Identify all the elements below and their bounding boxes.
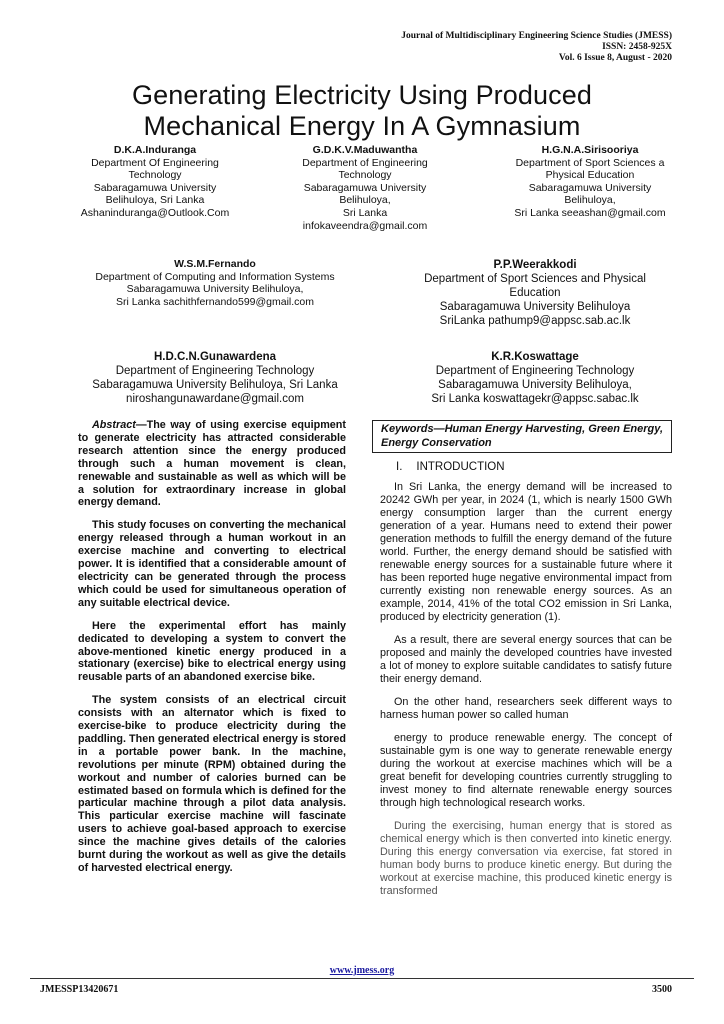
title-line-2: Mechanical Energy In A Gymnasium — [143, 111, 581, 141]
abstract-text: —The way of using exercise equipment to generate electricity has attracted considerable research attention since the energy produced through such a human movement is clean, renewable and sustainable as well as which will be a solution for extraordinary increase in global energy demand. — [78, 419, 346, 509]
author-affiliation: Department of Sport Sciences and Physical — [424, 273, 646, 285]
author-affiliation: Sri Lanka — [342, 206, 388, 219]
section-title: INTRODUCTION — [416, 461, 505, 473]
author-affiliation: Technology — [338, 169, 392, 182]
paper-id: JMESSP13420671 — [40, 984, 119, 995]
author-block-7 — [400, 350, 670, 406]
abstract-paragraph: Here the experimental effort has mainly dedicated to developing a system to convert the above-mentioned kinetic energy produced in a stationary (exercise) bike to electrical energy using reusable parts of an abandoned exercise bike. — [78, 619, 346, 684]
author-affiliation: Sabaragamuwa University Belihuloya, Sri Lanka — [92, 379, 338, 391]
intro-paragraph: In Sri Lanka, the energy demand will be increased to 20242 GWh per year, in 2024 (1, which is nearly 1500 GWh energy consumption larger than the current energy generation of a year. Humans need to extend their power generation methods to fulfill the energy demand of the future world. Further, the energy demand should be satisfied with renewable energy sources for a sustainable future where it has been reported huge negative environmental impact from currently existing non renewable energy sources. As an example, 2014, 41% of the total CO2 emission in Sri Lanka, produced by electricity generation (1). — [380, 481, 672, 623]
journal-name: Journal of Multidisciplinary Engineering Science Studies (JMESS) — [401, 31, 672, 41]
author-block-5 — [400, 258, 670, 328]
abstract-paragraph: The system consists of an electrical circuit consists with an alternator which is fixed to exercise-bike to produce electricity during the paddling. Then generated electrical energy is stored in a portable power bank. In the machine, revolutions per minute (RPM) obtained during the workout and number of calories burned can be estimated based on formula which is defined for the particular machine through a pilot data analysis. This particular exercise machine will fascinate users to achieve goal-based approach to exercise since the machine gives details of the calories burnt during the workout as well as give the details of harvested electrical energy. — [78, 694, 346, 874]
author-affiliation: Belihuloya, — [339, 194, 391, 207]
author-email: infokaveendra@gmail.com — [302, 219, 428, 232]
intro-paragraph: energy to produce renewable energy. The concept of sustainable gym is one way to generate renewable energy during the workout at exercise machines which will be a great benefit for developing countries currently struggling to invest money to find alternate renewable energy sources through high technological research works. — [380, 732, 672, 809]
author-affiliation: Sabaragamuwa University — [528, 181, 652, 194]
author-affiliation: Sabaragamuwa University — [93, 181, 217, 194]
author-affiliation: Department of Sport Sciences a — [515, 156, 665, 169]
author-email: Sri Lanka sachithfernando599@gmail.com — [115, 295, 315, 308]
author-block-2 — [280, 144, 450, 232]
author-name: W.S.M.Fernando — [174, 258, 256, 270]
author-email: SriLanka pathump9@appsc.sab.ac.lk — [439, 315, 631, 327]
author-email: Sri Lanka koswattagekr@appsc.sabac.lk — [431, 393, 639, 405]
author-affiliation: Technology — [128, 169, 182, 182]
journal-issn: ISSN: 2458-925X — [602, 42, 672, 52]
author-email: niroshangunawardane@gmail.com — [126, 393, 304, 405]
author-affiliation: Department Of Engineering — [91, 156, 219, 169]
section-heading — [396, 461, 519, 473]
author-name: D.K.A.Induranga — [113, 144, 197, 156]
author-name: H.G.N.A.Sirisooriya — [541, 144, 639, 156]
intro-column — [380, 481, 672, 908]
author-name: G.D.K.V.Maduwantha — [312, 144, 418, 156]
author-affiliation: Sabaragamuwa University Belihuloya, — [438, 379, 632, 391]
keywords-box: Keywords—Human Energy Harvesting, Green Energy, Energy Conservation — [372, 420, 672, 453]
author-affiliation: Belihuloya, Sri Lanka — [105, 194, 205, 207]
title-line-1: Generating Electricity Using Produced — [132, 80, 592, 110]
author-affiliation: Department of Engineering Technology — [435, 365, 635, 377]
paper-title — [40, 80, 684, 142]
intro-paragraph: As a result, there are several energy sources that can be proposed and mainly the developed countries have invested a lot of money to explore suitable candidates to satisfy future their energy demand. — [380, 634, 672, 685]
author-affiliation: Sabaragamuwa University — [303, 181, 427, 194]
author-affiliation: Physical Education — [545, 169, 635, 182]
author-name: H.D.C.N.Gunawardena — [153, 351, 277, 363]
author-affiliation: Department of Computing and Information Systems — [95, 270, 335, 283]
abstract-paragraph: This study focuses on converting the mechanical energy released through a human workout in an exercise machine and converting to electrical power. It is identified that a considerable amount of electricity can be generated through the process which could be used for simultaneous operation of any suitable electrical device. — [78, 519, 346, 609]
author-email: Ashaninduranga@Outlook.Com — [80, 206, 230, 219]
intro-paragraph: During the exercising, human energy that is stored as chemical energy which is then converted into kinetic energy. During this energy conversation via exercise, fat stored in human body burns to produce kinetic energy. But during the workout at exercise machine, this produced kinetic energy is transformed — [380, 820, 672, 897]
author-affiliation: Department of Engineering — [302, 156, 428, 169]
abstract-paragraph — [78, 419, 346, 509]
author-block-3 — [490, 144, 690, 220]
author-name: P.P.Weerakkodi — [493, 259, 577, 271]
intro-paragraph: On the other hand, researchers seek different ways to harness human power so called human — [380, 696, 672, 721]
journal-link[interactable]: www.jmess.org — [329, 965, 395, 976]
journal-header — [401, 31, 672, 64]
author-block-1 — [60, 144, 250, 220]
journal-volume: Vol. 6 Issue 8, August - 2020 — [558, 53, 672, 63]
section-number: I. — [396, 461, 403, 473]
author-affiliation: Education — [509, 287, 561, 299]
author-affiliation: Sabaragamuwa University Belihuloya — [439, 301, 631, 313]
abstract-lead: Abstract — [92, 419, 136, 431]
footer-divider — [30, 978, 694, 979]
author-affiliation: Sabaragamuwa University Belihuloya, — [126, 283, 304, 296]
author-block-4 — [55, 258, 375, 308]
author-block-6 — [55, 350, 375, 406]
page-number: 3500 — [652, 984, 672, 995]
author-email: Sri Lanka seeashan@gmail.com — [514, 206, 666, 219]
abstract-column — [78, 419, 346, 885]
author-affiliation: Department of Engineering Technology — [115, 365, 315, 377]
author-affiliation: Belihuloya, — [564, 194, 616, 207]
author-name: K.R.Koswattage — [491, 351, 579, 363]
